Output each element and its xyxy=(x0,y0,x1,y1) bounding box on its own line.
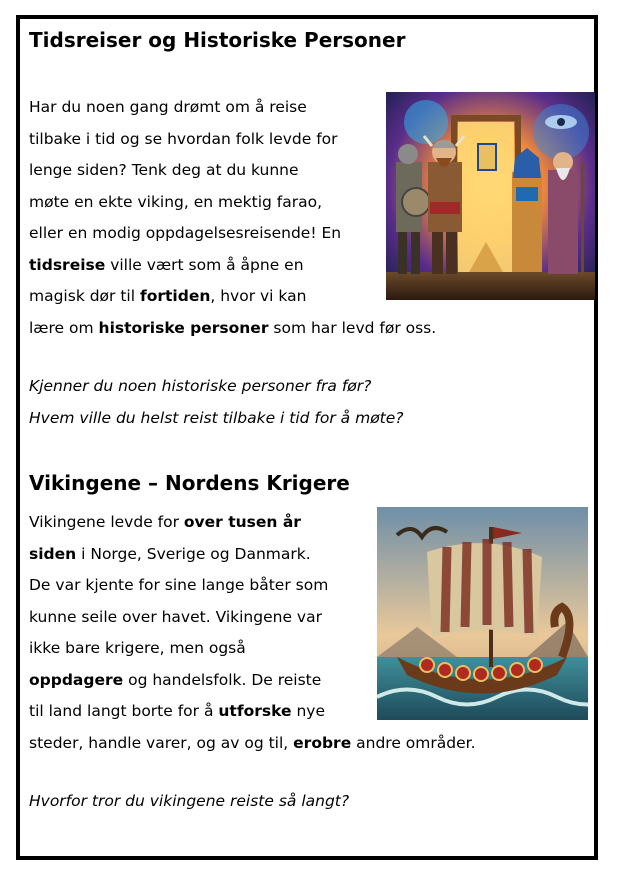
vikings-paragraph-line xyxy=(29,696,325,728)
time-travel-paragraph-line xyxy=(29,313,436,345)
time-travel-image xyxy=(386,92,595,300)
text-segment: nye xyxy=(291,702,325,720)
vikings-paragraph-line xyxy=(29,507,301,539)
text-segment: De var kjente for sine lange båter som xyxy=(29,576,329,594)
text-segment: og handelsfolk. De reiste xyxy=(123,670,322,689)
bold-keyword: historiske personer xyxy=(98,318,269,337)
time-travel-paragraph-line xyxy=(29,281,306,313)
time-travel-paragraph-line xyxy=(29,92,307,124)
bold-keyword: tidsreise xyxy=(29,255,106,274)
text-segment: Har du noen gang drømt om å reise xyxy=(29,98,307,116)
time-travel-paragraph-line xyxy=(29,250,304,282)
text-segment: som har levd før oss. xyxy=(268,318,437,337)
time-travel-illustration xyxy=(386,92,595,300)
vikings-paragraph-line xyxy=(29,602,322,634)
time-travel-paragraph-line xyxy=(29,155,299,187)
time-travel-paragraph-line xyxy=(29,218,341,250)
vikings-paragraph-line xyxy=(29,665,321,697)
reflection-question: Kjenner du noen historiske personer fra før? xyxy=(29,377,372,395)
bold-keyword: over tusen år xyxy=(183,513,301,531)
vikings-paragraph-line xyxy=(29,633,246,665)
text-segment: steder, handle varer, og av og til, xyxy=(29,733,294,752)
viking-ship-image xyxy=(377,507,588,720)
vikings-paragraph-line xyxy=(29,728,476,760)
reflection-question: Hvorfor tror du vikingene reiste så langt? xyxy=(29,792,350,810)
text-segment: , hvor vi kan xyxy=(210,287,307,305)
reflection-question: Hvem ville du helst reist tilbake i tid for å møte? xyxy=(29,408,404,427)
text-segment: andre områder. xyxy=(351,733,476,752)
text-segment: tilbake i tid og se hvordan folk levde for xyxy=(29,129,338,148)
text-segment: eller en modig oppdagelsesreisende! En xyxy=(29,224,342,242)
time-travel-paragraph-line xyxy=(29,187,322,219)
text-segment: ikke bare krigere, men også xyxy=(29,639,246,657)
text-segment: lære om xyxy=(29,318,99,337)
text-segment: lenge siden? Tenk deg at du kunne xyxy=(29,161,299,179)
viking-ship-illustration xyxy=(377,507,588,720)
text-segment: kunne seile over havet. Vikingene var xyxy=(29,607,322,626)
vikings-paragraph-line xyxy=(29,539,311,571)
bold-keyword: siden xyxy=(29,544,77,563)
text-segment: Vikingene levde for xyxy=(29,513,184,531)
time-travel-paragraph-line xyxy=(29,124,338,156)
bold-keyword: oppdagere xyxy=(29,670,124,689)
vikings-paragraph-line xyxy=(29,570,328,602)
bold-keyword: fortiden xyxy=(139,287,211,305)
text-segment: ville vært som å åpne en xyxy=(105,255,304,274)
section-title-time-travel: Tidsreiser og Historiske Personer xyxy=(29,28,406,52)
bold-keyword: utforske xyxy=(218,702,292,720)
bold-keyword: erobre xyxy=(293,733,352,752)
text-segment: til land langt borte for å xyxy=(29,702,219,720)
text-segment: møte en ekte viking, en mektig farao, xyxy=(29,192,323,211)
text-segment: magisk dør til xyxy=(29,287,140,305)
text-segment: i Norge, Sverige og Danmark. xyxy=(76,544,311,563)
section-title-vikings: Vikingene – Nordens Krigere xyxy=(29,471,350,495)
